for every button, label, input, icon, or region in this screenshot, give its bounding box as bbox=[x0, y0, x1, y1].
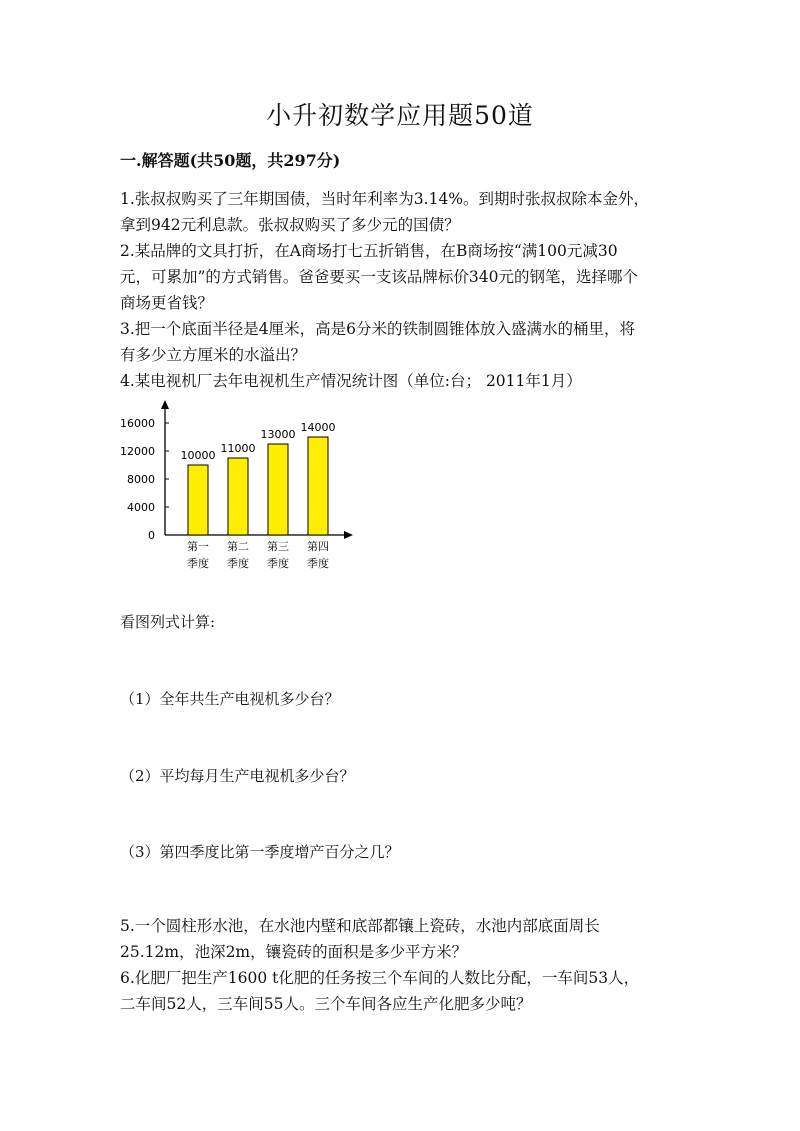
question-4-sub-2: （2）平均每月生产电视机多少台？ bbox=[120, 767, 355, 785]
category-label-line-2: 季度 bbox=[187, 557, 209, 570]
question-5-line-1: 5.一个圆柱形水池，在水池内壁和底部都镶上瓷砖，水池内部底面周长 bbox=[120, 917, 600, 935]
question-4-prompt: 看图列式计算: bbox=[120, 613, 216, 631]
bar-value-label: 13000 bbox=[260, 428, 296, 441]
y-tick-label: 8000 bbox=[127, 473, 155, 486]
y-tick-label: 12000 bbox=[120, 445, 155, 458]
question-4-sub-1: （1）全年共生产电视机多少台？ bbox=[120, 690, 340, 708]
question-2-line-3: 商场更省钱？ bbox=[120, 294, 214, 312]
production-bar-chart bbox=[108, 392, 368, 582]
bar bbox=[228, 458, 248, 535]
category-label-line-2: 季度 bbox=[267, 557, 289, 570]
question-1-line-2: 拿到942元利息款。张叔叔购买了多少元的国债？ bbox=[120, 216, 460, 234]
y-axis-arrow bbox=[161, 400, 169, 409]
category-label-line-2: 季度 bbox=[307, 557, 329, 570]
bar bbox=[268, 444, 288, 535]
question-5-line-2: 25.12m，池深2m，镶瓷砖的面积是多少平方米？ bbox=[120, 943, 468, 961]
y-tick-label: 0 bbox=[148, 529, 155, 542]
bar-value-label: 14000 bbox=[300, 421, 336, 434]
bar bbox=[308, 437, 328, 535]
bar-value-label: 11000 bbox=[220, 442, 256, 455]
question-block-1-4 bbox=[120, 186, 690, 394]
question-4-sub-3: （3）第四季度比第一季度增产百分之几？ bbox=[120, 843, 400, 861]
y-tick-label: 4000 bbox=[127, 501, 155, 514]
question-3-line-2: 有多少立方厘米的水溢出？ bbox=[120, 346, 307, 364]
category-label-line-1: 第二 bbox=[227, 540, 249, 553]
category-label-line-2: 季度 bbox=[227, 557, 249, 570]
y-tick-label: 16000 bbox=[120, 417, 155, 430]
question-6-line-2: 二车间52人，三车间55人。三个车间各应生产化肥多少吨？ bbox=[120, 995, 532, 1013]
section-heading: 一.解答题(共50题，共297分) bbox=[120, 151, 341, 170]
question-block-5-6 bbox=[120, 913, 690, 1017]
category-label-line-1: 第三 bbox=[267, 540, 289, 553]
question-2-line-2: 元，可累加”的方式销售。爸爸要买一支该品牌标价340元的钢笔，选择哪个 bbox=[120, 268, 639, 286]
question-1-line-1: 1.张叔叔购买了三年期国债，当时年利率为3.14%。到期时张叔叔除本金外， bbox=[120, 190, 650, 208]
category-label-line-1: 第一 bbox=[187, 540, 209, 553]
question-2-line-1: 2.某品牌的文具打折，在A商场打七五折销售，在B商场按“满100元减30 bbox=[120, 242, 618, 260]
bar bbox=[188, 465, 208, 535]
bar-value-label: 10000 bbox=[180, 449, 216, 462]
question-4-line-1: 4.某电视机厂去年电视机生产情况统计图（单位:台； 2011年1月） bbox=[120, 372, 582, 390]
question-3-line-1: 3.把一个底面半径是4厘米，高是6分米的铁制圆锥体放入盛满水的桶里，将 bbox=[120, 320, 636, 338]
question-6-line-1: 6.化肥厂把生产1600 t化肥的任务按三个车间的人数比分配，一车间53人， bbox=[120, 969, 640, 987]
page-title: 小升初数学应用题50道 bbox=[266, 101, 534, 130]
x-axis-arrow bbox=[344, 531, 353, 539]
category-label-line-1: 第四 bbox=[307, 540, 329, 553]
